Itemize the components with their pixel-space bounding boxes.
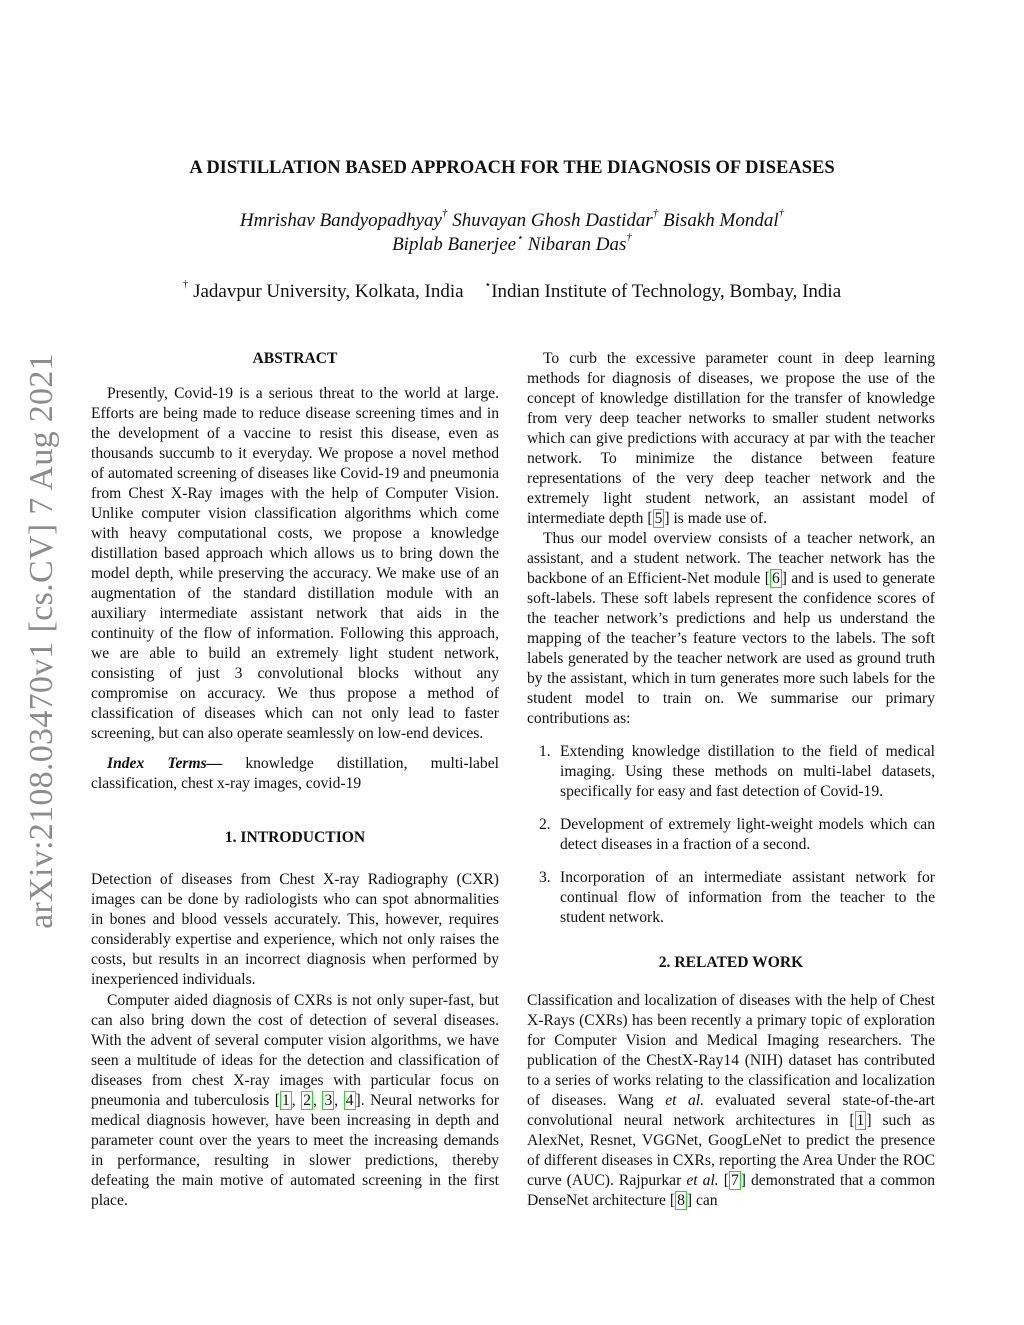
item-text: Extending knowledge distillation to the field of medical imaging. Using these methods on multi-label datasets, specifically for easy and fast detection of Covid-19. [560, 743, 935, 800]
paper-title: A DISTILLATION BASED APPROACH FOR THE DIAGNOSIS OF DISEASES [189, 158, 835, 178]
text-run: ]. Neural networks for medical diagnosis however, have been increasing in depth and parameter count over the years to meet the increasing demands in performance, resulting in slower predictions, thereby defeating the main motive of automated screening in the first place. [91, 1092, 500, 1209]
intro-paragraph-1 [91, 870, 499, 990]
related-work-paragraph [527, 991, 935, 1211]
item-text: Incorporation of an intermediate assistant network for continual flow of information from the teacher to the student network. [560, 869, 935, 926]
authors-line-2 [0, 231, 1024, 256]
author: Biplab Banerjee [392, 234, 517, 255]
affiliation-mark: † [441, 207, 448, 219]
italic-text: et al. [665, 1092, 704, 1109]
citation-link[interactable]: 8 [677, 1192, 685, 1209]
text-run: evaluated several state-of-the-art convolutional neural network architectures in [ [527, 1092, 935, 1129]
citation-link[interactable]: 4 [345, 1092, 354, 1109]
text-run: Classification and localization of diseases with the help of Chest X-Rays (CXRs) has been recently a primary topic of exploration for Computer Vision and Medical Imaging researchers. The publication of the ChestX-Ray14 (NIH) dataset has contributed to a series of works relating to the classification and localization of diseases. Wang [527, 992, 935, 1109]
text-run: ] can [686, 1192, 718, 1209]
text-run: [ [718, 1172, 729, 1189]
affiliation-mark: † [626, 231, 632, 243]
citation-link[interactable]: 1 [856, 1112, 865, 1129]
text-run: To curb the excessive parameter count in deep learning methods for diagnosis of diseases, we propose the use of the concept of knowledge distillation for the transfer of knowledge from very deep teacher networks to smaller student networks which can give predictions with accuracy at par with the teacher network. To minimize the distance between feature representations of the very deep teacher network and the extremely light student network, an assistant model of intermediate depth [ [527, 350, 935, 527]
text-run: ] and is used to generate soft-labels. These soft labels represent the confidence scores of the teacher network’s predictions and help us understand the mapping of the teacher’s feature vectors to the labels. The soft labels generated by the teacher network are used as ground truth by the assistant, which in turn generates more such labels for the student model to train on. We summarise our primary contributions as: [527, 570, 935, 727]
citation-link[interactable]: 7 [730, 1172, 739, 1189]
text-run: ] such as AlexNet, Resnet, VGGNet, GoogLeNet to predict the presence of different diseases in CXRs, reporting the Area Under the ROC curve (AUC). Rajpurkar [527, 1112, 935, 1189]
abstract-text: Presently, Covid-19 is a serious threat to the world at large. Efforts are being made to reduce disease screening times and in the development of a vaccine to resist this disease, even as thousands succumb to it everyday. We propose a novel method of automated screening of diseases like Covid-19 and pneumonia from Chest X-Ray images with the help of Computer Vision. Unlike computer vision classification algorithms which come with heavy computational costs, we propose a knowledge distillation based approach which allows us to bring down the model depth, while preserving the accuracy. We make use of an augmentation of the standard distillation module with an auxiliary intermediate assistant network that aids in the continuity of the flow of information. Following this approach, we are able to build an extremely light student network, consisting of just 3 convolutional blocks without any compromise on accuracy. We thus propose a method of classification of diseases which can not only lead to faster screening, but can also operate seamlessly on low-end devices. [91, 385, 499, 742]
text-run: Thus our model overview consists of a teacher network, an assistant, and a student network. The teacher network has the backbone of an Efficient-Net module [ [527, 530, 935, 587]
affiliation-name: Indian Institute of Technology, Bombay, India [491, 281, 842, 302]
affiliation-mark: † [652, 207, 659, 219]
item-text: Development of extremely light-weight models which can detect diseases in a fraction of a second. [560, 816, 935, 853]
index-terms-label: Index Terms— [107, 755, 223, 772]
affiliation-name: Jadavpur University, Kolkata, India [193, 281, 464, 302]
text-run: , [291, 1092, 302, 1109]
text-run: , [313, 1092, 323, 1109]
citation-link[interactable]: 3 [324, 1092, 333, 1109]
affiliation-mark: ⋆ [484, 279, 492, 291]
contribution-item [527, 742, 935, 802]
author: Hmrishav Bandyopadhyay [239, 210, 442, 231]
contribution-item [527, 868, 935, 928]
author: Nibaran Das [527, 234, 627, 255]
affiliation [484, 281, 841, 302]
text-run: Detection of diseases from Chest X-ray Radiography (CXR) images can be done by radiologists who can spot abnormalities in bones and blood vessels accurately. This, however, requires considerably expertise and experience, which not only raises the costs, but results in an incorrect diagnosis when performed by inexperienced individuals. [91, 871, 499, 988]
text-run: , [334, 1092, 344, 1109]
italic-text: et al. [686, 1172, 719, 1189]
citation-link[interactable]: 1 [281, 1092, 290, 1109]
affiliation-mark: ⋆ [516, 232, 523, 244]
text-run: ] is made use of. [664, 510, 768, 527]
abstract-heading: ABSTRACT [252, 350, 338, 367]
contributions-list [527, 742, 935, 928]
item-number: 2. [539, 816, 551, 833]
arxiv-stamp: arXiv:2108.03470v1 [cs.CV] 7 Aug 2021 [23, 353, 60, 929]
affiliations [0, 278, 1024, 303]
affiliation [182, 278, 464, 302]
affiliation-mark: † [778, 207, 785, 219]
author: Bisakh Mondal [663, 210, 779, 231]
intro-paragraph-3 [527, 349, 935, 529]
text-run: ] demonstrated that a common DenseNet architecture [ [527, 1172, 936, 1209]
related-work-heading: 2. RELATED WORK [658, 954, 804, 971]
citation-link[interactable]: 6 [771, 570, 780, 587]
text-run: Computer aided diagnosis of CXRs is not only super-fast, but can also bring down the cost of detection of several diseases. With the advent of several computer vision algorithms, we have seen a multitude of ideas for the detection and classification of diseases from chest X-ray images with particular focus on pneumonia and tuberculosis [ [91, 992, 499, 1109]
introduction-heading: 1. INTRODUCTION [224, 829, 366, 846]
contribution-item [527, 815, 935, 855]
authors-line-1 [0, 207, 1024, 232]
citation-link[interactable]: 2 [303, 1092, 312, 1109]
affiliation-mark: † [182, 278, 189, 290]
author: Shuvayan Ghosh Dastidar [452, 210, 653, 231]
item-number: 1. [539, 743, 551, 760]
intro-paragraph-4 [527, 529, 935, 729]
citation-link[interactable]: 5 [654, 510, 663, 527]
index-terms-text: knowledge distillation, multi-label classification, chest x-ray images, covid-19 [91, 755, 499, 792]
intro-paragraph-2 [91, 991, 499, 1211]
item-number: 3. [539, 869, 551, 886]
index-terms [91, 754, 499, 794]
